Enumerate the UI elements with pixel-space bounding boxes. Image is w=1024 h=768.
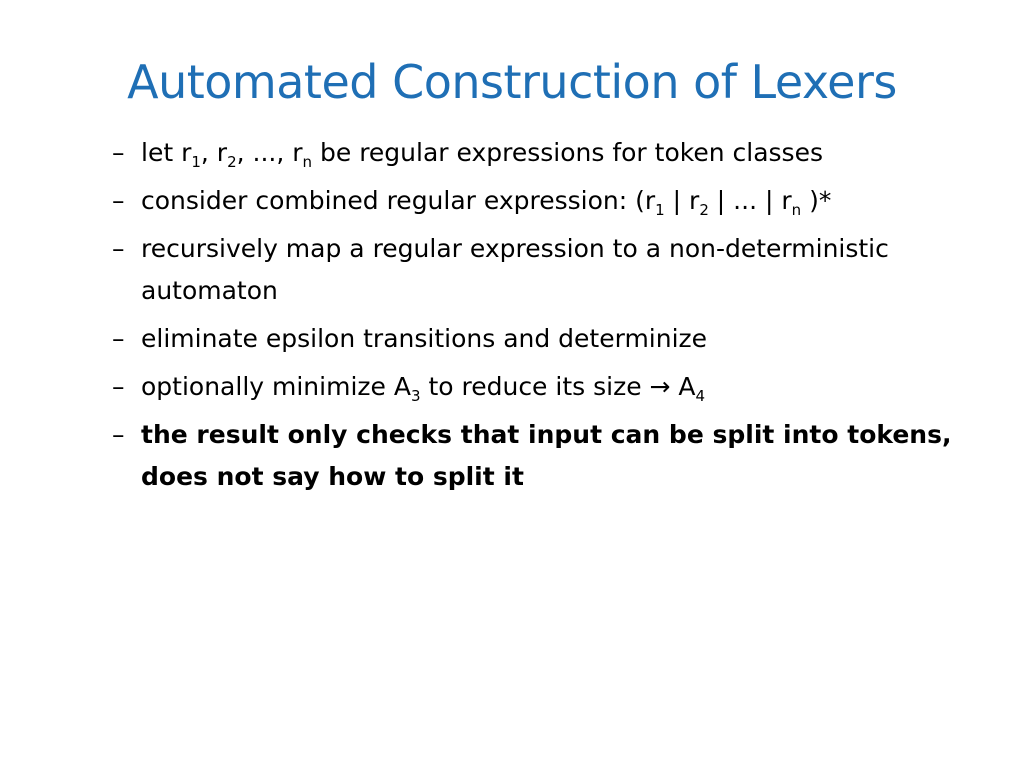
bullet-text-bold: the result only checks that input can be split into tokens, does not say how to split it [141,420,952,491]
subscript: n [791,201,802,219]
bullet-item [112,318,992,360]
bullet-dash: – [112,234,125,263]
bullet-text-part: )* [801,186,832,215]
bullet-dash: – [112,420,125,449]
slide-title: Automated Construction of Lexers [127,55,897,109]
bullet-list [112,132,992,504]
subscript: 2 [699,201,709,219]
subscript: 4 [695,387,706,405]
bullet-text-part: , ..., r [236,138,303,167]
bullet-item [112,180,992,222]
bullet-text: recursively map a regular expression to a non-deterministic automaton [141,234,889,305]
subscript: n [302,153,313,171]
bullet-text-part: , r [200,138,228,167]
subscript: 1 [191,153,201,171]
bullet-text-part: A [670,372,696,401]
bullet-text-part: | ... | r [708,186,792,215]
bullet-text-part: consider combined regular expression: (r [141,186,656,215]
bullet-text-part: be regular expressions for token classes [312,138,823,167]
subscript: 2 [227,153,237,171]
bullet-text-part: | r [664,186,700,215]
bullet-text-part: to reduce its size [420,372,650,401]
bullet-item [112,366,992,408]
bullet-item [112,228,992,312]
subscript: 3 [410,387,421,405]
bullet-dash: – [112,372,125,401]
bullet-text: eliminate epsilon transitions and determinize [141,324,708,353]
bullet-dash: – [112,324,125,353]
subscript: 1 [655,201,665,219]
bullet-text-part: let r [141,138,192,167]
bullet-text-part: optionally minimize A [141,372,411,401]
bullet-item [112,132,992,174]
bullet-dash: – [112,138,125,167]
bullet-dash: – [112,186,125,215]
bullet-item [112,414,992,498]
right-arrow-icon: → [649,372,671,401]
